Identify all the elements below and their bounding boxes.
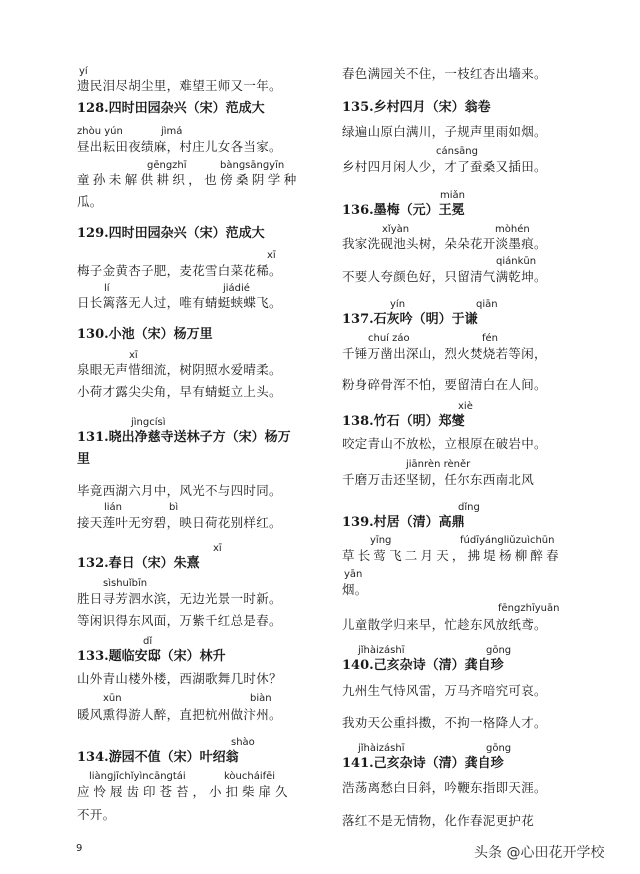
poem-line: 烟。: [342, 582, 368, 597]
pinyin: dǐng: [458, 502, 480, 513]
poem-line: 瓜。: [77, 194, 103, 209]
poem-line: 绿遍山原白满川，子规声里雨如烟。: [342, 124, 547, 139]
pinyin: jìmá: [161, 126, 183, 137]
pinyin: jìngcísì: [131, 417, 166, 428]
poem-line: 咬定青山不放松，立根原在破岩中。: [342, 436, 547, 451]
pinyin: yān: [344, 569, 363, 580]
pinyin: liànɡjīchǐyìncānɡtái: [89, 771, 186, 782]
pinyin: xūn: [103, 693, 122, 704]
poem-title: 130.小池（宋）杨万里: [77, 327, 213, 342]
pinyin: xǐyàn: [382, 224, 410, 235]
poem-line: 九州生气恃风雷，万马齐喑究可哀。: [342, 683, 547, 698]
poem-title: 140.己亥杂诗（清）龚自珍: [342, 658, 504, 673]
pinyin: jǐhàizáshī: [358, 743, 405, 754]
poem-line: 暖风熏得游人醉，直把杭州做汴州。: [77, 707, 282, 722]
pinyin: miǎn: [440, 190, 465, 201]
poem-line: 小荷才露尖尖角，早有蜻蜓立上头。: [77, 384, 282, 399]
poem-line: 春色满园关不住，一枝红杏出墙来。: [342, 66, 547, 81]
pinyin: gōng: [486, 645, 512, 656]
pinyin: yín: [390, 299, 406, 310]
poem-line: 昼出耘田夜绩麻，村庄儿女各当家。: [77, 139, 282, 154]
pinyin: cánsāng: [436, 146, 478, 157]
poem-line: 浩荡离愁白日斜，吟鞭东指即天涯。: [342, 780, 547, 795]
poem-title: 133.题临安邸（宋）林升: [77, 649, 226, 664]
poem-line: 落红不是无情物，化作春泥更护花: [342, 813, 535, 828]
pinyin: yīng: [370, 535, 392, 546]
poem-line: 童孙未解供耕织，也傍桑阴学种: [77, 172, 300, 187]
poem-line: 我劝天公重抖擞，不拘一格降人才。: [342, 715, 547, 730]
poem-title: 132.春日（宋）朱熹: [77, 556, 200, 571]
poem-line: 遗民泪尽胡尘里，难望王师又一年。: [77, 78, 282, 93]
poem-title: 里: [77, 452, 91, 467]
poem-title: 128.四时田园杂兴（宋）范成大: [77, 101, 265, 116]
pinyin: dǐ: [143, 636, 153, 647]
poem-line: 不要人夸颜色好，只留清气满乾坤。: [342, 269, 547, 284]
poem-line: 乡村四月闲人少，才了蚕桑又插田。: [342, 159, 547, 174]
pinyin: lián: [104, 502, 123, 513]
poem-line: 山外青山楼外楼，西湖歌舞几时休？: [77, 671, 282, 686]
poem-title: 138.竹石（明）郑燮: [342, 414, 465, 429]
poem-title: 135.乡村四月（宋）翁卷: [342, 100, 491, 115]
poem-title: 139.村居（清）高鼎: [342, 515, 465, 530]
pinyin: fúdīyángliǔzuìchūn: [460, 535, 555, 546]
pinyin: bì: [169, 502, 179, 513]
page-number: 9: [76, 843, 83, 854]
poem-line: 不开。: [77, 807, 116, 822]
pinyin: xī: [267, 250, 276, 261]
poem-line: 我家洗砚池头树，朵朵花开淡墨痕。: [342, 236, 547, 251]
poem-title: 141.己亥杂诗（清）龚自珍: [342, 756, 504, 771]
poem-title: 137.石灰吟（明）于谦: [342, 312, 478, 327]
pinyin: xiè: [458, 401, 473, 412]
poem-title: 131.晓出净慈寺送林子方（宋）杨万: [77, 430, 291, 445]
poem-line: 儿童散学归来早，忙趁东风放纸鸢。: [342, 617, 547, 632]
left-column: [77, 0, 327, 874]
poem-title: 129.四时田园杂兴（宋）范成大: [77, 226, 265, 241]
pinyin: fēngzhīyuān: [498, 603, 560, 614]
poem-line: 草长莺飞二月天，拂堤杨柳醉春: [342, 548, 562, 563]
poem-line: 接天莲叶无穷碧，映日荷花别样红。: [77, 515, 282, 530]
pinyin: mòhén: [495, 224, 530, 235]
poem-line: 等闲识得东风面，万紫千红总是春。: [77, 613, 282, 628]
pinyin: yí: [79, 66, 88, 77]
pinyin: lí: [104, 283, 110, 294]
pinyin: gōng: [486, 743, 512, 754]
pinyin: sìshuǐbīn: [103, 578, 148, 589]
pinyin: shào: [231, 737, 255, 748]
poem-line: 应怜屐齿印苍苔，小扣柴扉久: [77, 784, 292, 799]
pinyin: chuí záo: [368, 333, 410, 344]
poem-line: 粉身碎骨浑不怕，要留清白在人间。: [342, 377, 547, 392]
pinyin: gēngzhī: [147, 160, 187, 171]
pinyin: jǐhàizáshī: [358, 645, 405, 656]
pinyin: fén: [482, 333, 499, 344]
poem-line: 千锤万凿出深山，烈火焚烧若等闲，: [342, 346, 547, 361]
poem-line: 日长篱落无人过，唯有蜻蜓蛱蝶飞。: [77, 295, 282, 310]
poem-title: 136.墨梅（元）王冕: [342, 203, 465, 218]
pinyin: zhòu yún: [77, 126, 123, 137]
pinyin: bànɡsānɡyīn: [220, 160, 285, 171]
poem-line: 胜日寻芳泗水滨，无边光景一时新。: [77, 591, 282, 606]
poem-line: 千磨万击还坚韧，任尔东西南北风: [342, 472, 535, 487]
pinyin: jiádié: [223, 283, 250, 294]
pinyin: qiánkūn: [496, 256, 537, 267]
poem-line: 毕竟西湖六月中，风光不与四时同。: [77, 483, 282, 498]
pinyin: biàn: [250, 693, 272, 704]
poem-title: 134.游园不值（宋）叶绍翁: [77, 750, 239, 765]
watermark: 头条 @心田花开学校: [474, 845, 605, 861]
pinyin: xī: [213, 543, 222, 554]
pinyin: xī: [129, 350, 138, 361]
pinyin: jiānrèn rèněr: [406, 459, 471, 470]
pinyin: qiān: [476, 299, 498, 310]
right-column: [342, 0, 582, 874]
poem-line: 梅子金黄杏子肥，麦花雪白菜花稀。: [77, 263, 282, 278]
pinyin: kòucháifēi: [224, 771, 276, 782]
poem-line: 泉眼无声惜细流，树阴照水爱晴柔。: [77, 362, 282, 377]
